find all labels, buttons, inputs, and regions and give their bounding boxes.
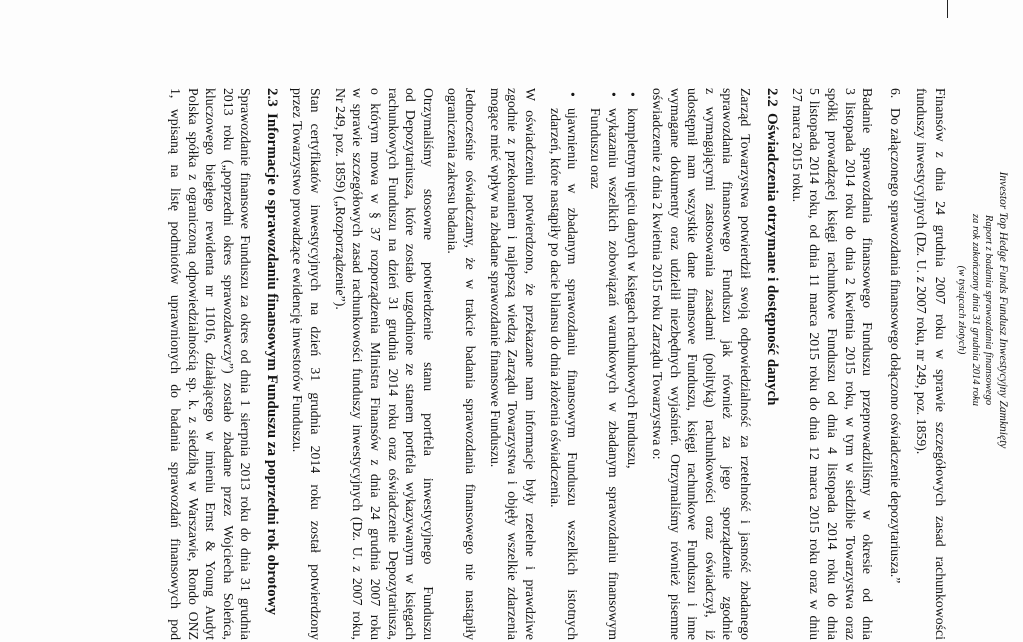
header-rule — [947, 0, 948, 18]
text-line: w sprawie szczegółowych zasad rachunkowości funduszy inwestycyjnych (Dz. U. z 2007 roku, — [350, 88, 365, 640]
text-line: Finansów z dnia 24 grudnia 2007 roku w sprawie szczegółowych zasad rachunkowości — [933, 88, 948, 640]
text-line: od Depozytariusza, które zostało uzgodnione ze stanem portfela wykazywanym w księgach — [403, 88, 418, 640]
section-number: 2.2 — [764, 88, 780, 107]
text-line: mogące mieć wpływ na zbadane sprawozdanie finansowe Funduszu. — [488, 88, 503, 468]
text-line: Stan certyfikatów inwestycyjnych na dzień 31 grudnia 2014 roku został potwierdzony — [308, 88, 323, 640]
text-line: 1, wpisaną na listę podmiotów uprawnionych do badania sprawozdań finansowych pod — [168, 88, 183, 640]
text-line: spółki prowadzącej księgi rachunkowe Funduszu od dnia 4 listopada 2014 roku do dnia — [825, 88, 840, 640]
text-line: o którym mowa w § 37 rozporządzenia Ministra Finansów z dnia 24 grudnia 2007 roku — [368, 88, 383, 640]
bullet-text: ujawnieniu w zbadanym sprawozdaniu finansowym Funduszu wszelkich istotnych — [565, 108, 580, 640]
header-report-title: Raport z badania sprawozdania finansowego — [983, 214, 994, 406]
text-line: Jednocześnie oświadczamy, że w trakcie badania sprawozdania finansowego nie nastąpiły — [463, 88, 478, 640]
bullet-text: Funduszu oraz — [588, 108, 603, 189]
text-line: oświadczenie z dnia 2 kwietnia 2015 roku Zarządu Towarzystwa o: — [650, 88, 665, 460]
text-line: 5 listopada 2014 roku, od dnia 11 marca 2015 roku do dnia 12 marca 2015 roku oraz w dniu — [807, 88, 822, 640]
list-item-text: Do załączonego sprawozdania finansowego dołączono oświadczenie depozytariusza.” — [888, 108, 903, 584]
text-line: Sprawozdanie finansowe Funduszu za okres od dnia 1 sierpnia 2013 roku do dnia 31 grudnia — [238, 88, 253, 640]
bullet-icon — [623, 92, 641, 97]
text-line: rachunkowych Funduszu na dzień 31 grudnia 2014 roku oraz oświadczenie Depozytariusza, — [386, 88, 401, 640]
text-line: Otrzymaliśmy stosowne potwierdzenie stanu portfela inwestycyjnego Funduszu — [421, 88, 436, 640]
bullet-text: kompletnym ujęciu danych w księgach rachunkowych Funduszu, — [625, 108, 640, 469]
text-line: kluczowego biegłego rewidenta nr 11016, działającego w imieniu Ernst & Young Audyt — [203, 88, 218, 640]
text-line: przez Towarzystwo prowadzące ewidencję inwestorów Funduszu. — [290, 88, 305, 453]
text-line: Nr 249, poz. 1859) („Rozporządzenie”). — [333, 88, 348, 310]
section-heading: Informacje o sprawozdaniu finansowym Funduszu za poprzedni rok obrotowy — [264, 113, 280, 615]
section-number: 2.3 — [264, 88, 280, 107]
text-line: z wymagającymi zastosowania zasadami (polityką) rachunkowości oraz oświadczył, iż — [703, 88, 718, 640]
bullet-icon — [604, 92, 622, 97]
text-line: Badanie sprawozdania finansowego Funduszu przeprowadziliśmy w okresie od dnia — [860, 88, 875, 640]
text-line: 27 marca 2015 roku. — [790, 88, 805, 203]
text-line: 2013 roku („poprzedni okres sprawozdawczy”) zostało zbadane przez Wojciecha Soleńca, — [221, 88, 236, 640]
text-line: W oświadczeniu potwierdzono, że przekazane nam informacje były rzetelne i prawdziwe — [523, 88, 538, 640]
bullet-text: zdarzeń, które nastąpiły po dacie bilansu do dnia złożenia oświadczenia. — [548, 108, 563, 508]
text-line: sprawozdania finansowego Funduszu jak również za jego sporządzenie zgodnie — [720, 88, 735, 640]
text-line: ograniczenia zakresu badania. — [445, 88, 460, 254]
text-line: funduszy inwestycyjnych (Dz. U. z 2007 roku, nr 249, poz. 1859). — [914, 88, 929, 455]
text-line: wymagane dokumenty oraz udzielił niezbędnych wyjaśnień. Otrzymaliśmy również pisemne — [668, 88, 683, 640]
text-line: Polska spółka z ograniczoną odpowiedzialnością sp. k. z siedzibą w Warszawie, Rondo ONZ — [186, 88, 201, 640]
bullet-icon — [563, 92, 581, 97]
bullet-text: wykazaniu wszelkich zobowiązań warunkowych w zbadanym sprawozdaniu finansowym — [606, 108, 621, 640]
header-company: Investor Top Hedge Funds Fundusz Inwestycyjny Zamknięty — [997, 171, 1009, 449]
text-line: zgodnie z przekonaniem i najlepszą wiedzą Zarządu Towarzystwa i objęły wszelkie zdarzenia — [505, 88, 520, 640]
header-units: (w tysiącach złotych) — [956, 265, 967, 355]
text-line: 3 listopada 2014 roku do dnia 2 kwietnia 2015 roku, w tym w siedzibie Towarzystwa oraz — [843, 88, 858, 640]
text-line: udostępnił nam wszystkie dane finansowe Funduszu, księgi rachunkowe Funduszu i inne — [685, 88, 700, 640]
text-line: Zarząd Towarzystwa potwierdził swoją odpowiedzialność za rzetelność i jasność zbadanego — [738, 88, 753, 640]
header-period: za rok zakończony dnia 31 grudnia 2014 roku — [970, 214, 981, 406]
section-heading: Oświadczenia otrzymane i dostępność danych — [764, 113, 780, 406]
list-number: 6. — [888, 88, 903, 99]
